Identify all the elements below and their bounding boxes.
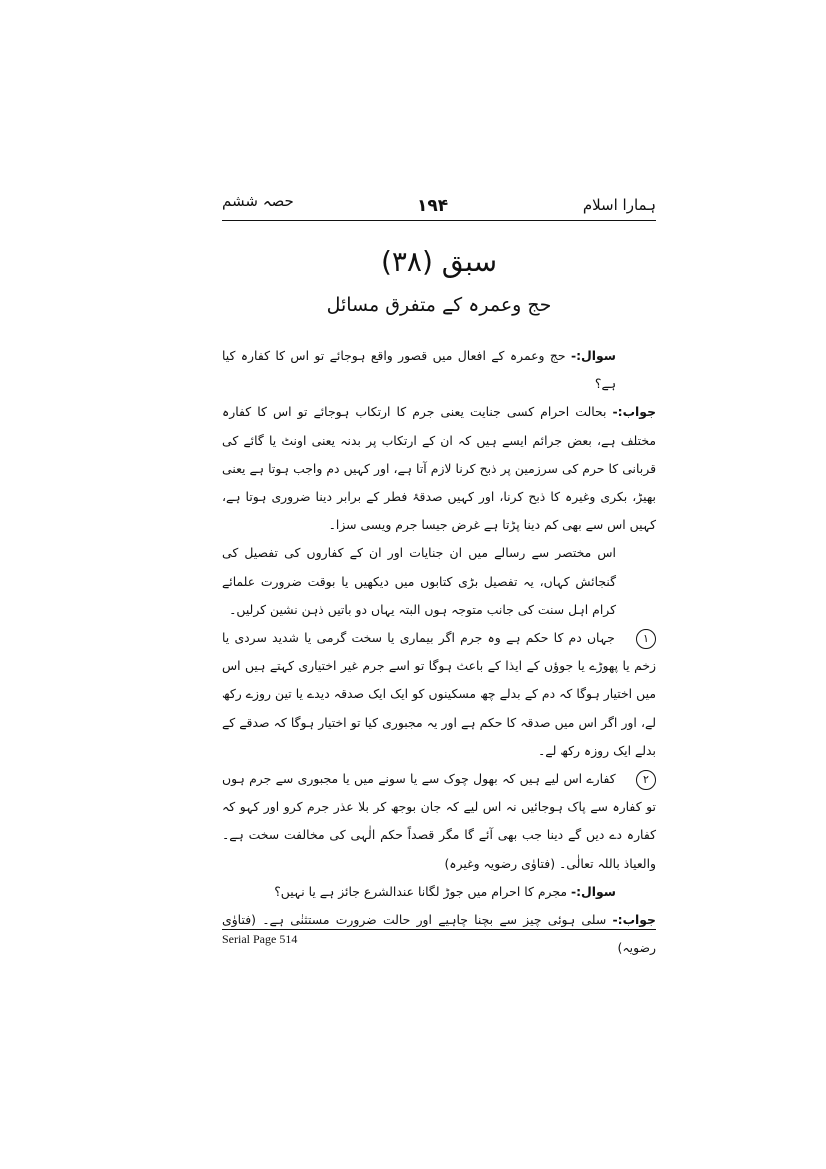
header-rule: [222, 220, 656, 221]
answer-label: جواب:-: [612, 404, 656, 420]
answer-1: [222, 398, 656, 539]
point-2: [222, 765, 656, 878]
lesson-subtitle: حج وعمرہ کے متفرق مسائل: [326, 294, 552, 316]
answer-text: بحالت احرام کسی جنایت یعنی جرم کا ارتکاب ہوجائے تو اس کا کفارہ مختلف ہے، بعض جرائم ایسے ہیں کہ ان کے ارتکاب پر بدنہ یعنی اونٹ یا گائے کی قربانی کا حرم کی سرزمین پر ذبح کرنا لازم آتا ہے، اور کہیں دم واجب ہوتا ہے یعنی بھیڑ، بکری وغیرہ کا ذبح کرنا، اور کہیں صدقۂ فطر کے برابر دینا ضروری ہوتا ہے، کہیں اس سے بھی کم دینا پڑتا ہے غرض جیسا جرم ویسی سزا۔: [222, 404, 656, 533]
question-label: سوال:-: [570, 883, 616, 899]
page-body: [222, 342, 656, 962]
answer-label: جواب:-: [612, 912, 656, 928]
answer-text: سلی ہوئی چیز سے بچنا چاہیے اور حالت ضرورت مستثنٰی ہے۔ (فتاوٰی رضویہ): [222, 912, 656, 956]
question-2: [222, 878, 656, 906]
question-text: حج وعمرہ کے افعال میں قصور واقع ہوجائے تو اس کا کفارہ کیا ہے؟: [222, 348, 616, 392]
lesson-title: سبق (۳۸): [380, 245, 498, 278]
question-text: مجرم کا احرام میں جوڑ لگانا عندالشرع جائز ہے یا نہیں؟: [274, 883, 567, 899]
question-1: [222, 342, 656, 398]
point-number: ۲: [636, 770, 656, 790]
part-label: حصہ ششم: [222, 192, 294, 210]
point-text: جہاں دم کا حکم ہے وہ جرم اگر بیماری یا سخت گرمی یا شدید سردی یا زخم یا پھوڑے یا جوؤں کے ایذا کے باعث ہوگا تو اسے جرم غیر اختیاری کہتے ہیں اس میں اختیار ہوگا کہ دم کے بدلے چھ مسکینوں کو ایک ایک صدقہ دیدے یا تین روزے رکھ لے، اور اگر اس میں صدقہ کا حکم ہے اور یہ مجبوری کیا تو اختیار ہوگا کہ صدقے کے بدلے ایک روزہ رکھ لے۔: [222, 630, 656, 758]
footer-rule: [222, 929, 656, 930]
question-label: سوال:-: [570, 348, 616, 363]
point-number: ۱: [636, 629, 656, 649]
point-1: [222, 624, 656, 765]
book-page: [222, 190, 656, 960]
page-header: [222, 190, 656, 220]
point-text: کفارے اس لیے ہیں کہ بھول چوک سے یا سونے میں یا مجبوری سے جرم ہوں تو کفارہ سے پاک ہوجائیں نہ اس لیے کہ جان بوجھ کر بلا عذر جرم کرو اور کہو کہ کفارہ دے دیں گے دینا جب بھی آئے گا مگر قصداً حکم الٰہی کی مخالفت سخت ہے۔ والعیاذ باللہ تعالٰی۔ (فتاوٰی رضویہ وغیرہ): [222, 771, 656, 871]
serial-page: Serial Page 514: [222, 932, 298, 946]
book-title: ہمارا اسلام: [582, 196, 656, 214]
page-number: ۱۹۴: [417, 196, 449, 216]
intro-paragraph: اس مختصر سے رسالے میں ان جنایات اور ان کے کفاروں کی تفصیل کی گنجائش کہاں، یہ تفصیل بڑی کتابوں میں دیکھیں یا بوقت ضرورت علمائے کرام اہل سنت کی جانب متوجہ ہوں البتہ یہاں دو باتیں ذہن نشین کرلیں۔: [222, 545, 616, 617]
